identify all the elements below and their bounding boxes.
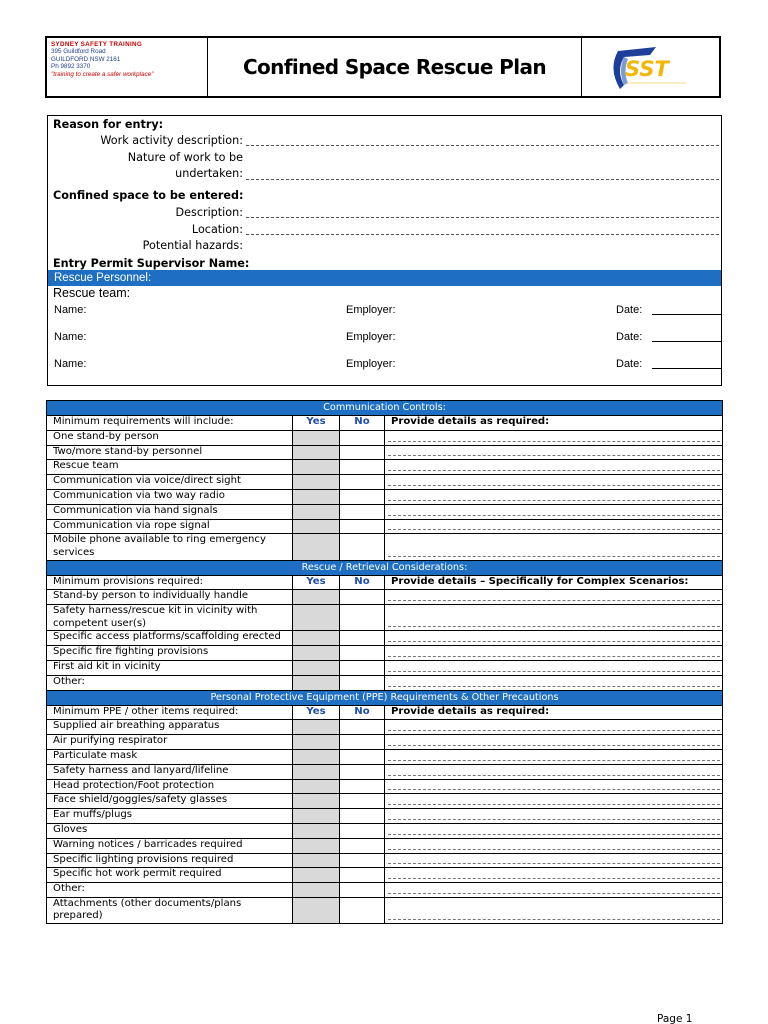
no-checkbox-cell[interactable] <box>340 646 385 661</box>
dotted-line <box>388 834 720 835</box>
yes-checkbox-cell[interactable] <box>293 534 340 560</box>
date-field[interactable] <box>652 341 722 342</box>
page-number: Page 1 <box>657 1013 693 1024</box>
no-checkbox-cell[interactable] <box>340 838 385 853</box>
section-header-row <box>47 401 723 416</box>
employer-label: Employer: <box>346 331 396 343</box>
item-label: Safety harness and lanyard/lifeline <box>47 764 293 779</box>
no-checkbox-cell[interactable] <box>340 590 385 605</box>
details-field[interactable] <box>385 853 723 868</box>
no-checkbox-cell[interactable] <box>340 445 385 460</box>
details-field[interactable] <box>385 883 723 898</box>
no-checkbox-cell[interactable] <box>340 868 385 883</box>
section-title: Personal Protective Equipment (PPE) Requirements & Other Precautions <box>47 690 723 705</box>
date-field[interactable] <box>652 368 722 369</box>
details-field[interactable] <box>385 519 723 534</box>
item-label: Specific lighting provisions required <box>47 853 293 868</box>
yes-checkbox-cell[interactable] <box>293 475 340 490</box>
details-field[interactable] <box>385 660 723 675</box>
no-checkbox-cell[interactable] <box>340 883 385 898</box>
date-field[interactable] <box>652 314 722 315</box>
details-field[interactable] <box>385 794 723 809</box>
details-field[interactable] <box>385 631 723 646</box>
table-row <box>47 720 723 735</box>
yes-checkbox-cell[interactable] <box>293 430 340 445</box>
item-label: First aid kit in vicinity <box>47 660 293 675</box>
no-checkbox-cell[interactable] <box>340 897 385 923</box>
date-label: Date: <box>616 331 643 343</box>
dotted-line <box>388 641 720 642</box>
company-info <box>47 38 208 96</box>
details-field[interactable] <box>385 646 723 661</box>
item-label: Face shield/goggles/safety glasses <box>47 794 293 809</box>
yes-checkbox-cell[interactable] <box>293 749 340 764</box>
column-header-row <box>47 705 723 720</box>
dotted-line <box>388 849 720 850</box>
item-label: Rescue team <box>47 460 293 475</box>
item-label: Particulate mask <box>47 749 293 764</box>
item-label: Supplied air breathing apparatus <box>47 720 293 735</box>
table-row <box>47 868 723 883</box>
requirements-column-header: Minimum provisions required: <box>47 575 293 590</box>
item-label: Communication via rope signal <box>47 519 293 534</box>
details-field[interactable] <box>385 475 723 490</box>
details-field[interactable] <box>385 605 723 631</box>
work-activity-field[interactable] <box>246 145 719 146</box>
yes-checkbox-cell[interactable] <box>293 779 340 794</box>
table-row <box>47 430 723 445</box>
dotted-line <box>388 775 720 776</box>
no-checkbox-cell[interactable] <box>340 749 385 764</box>
table-row <box>47 590 723 605</box>
dotted-line <box>388 556 720 557</box>
date-label: Date: <box>616 358 643 370</box>
details-field[interactable] <box>385 445 723 460</box>
details-field[interactable] <box>385 430 723 445</box>
yes-checkbox-cell[interactable] <box>293 460 340 475</box>
no-checkbox-cell[interactable] <box>340 779 385 794</box>
dotted-line <box>388 863 720 864</box>
no-checkbox-cell[interactable] <box>340 794 385 809</box>
table-row <box>47 823 723 838</box>
table-row <box>47 445 723 460</box>
dotted-line <box>388 893 720 894</box>
item-label: Warning notices / barricades required <box>47 838 293 853</box>
no-column-header: No <box>340 575 385 590</box>
controls-table <box>46 400 723 924</box>
details-field[interactable] <box>385 779 723 794</box>
details-field[interactable] <box>385 735 723 750</box>
table-row <box>47 534 723 560</box>
details-column-header: Provide details as required: <box>385 416 723 431</box>
details-field[interactable] <box>385 897 723 923</box>
no-checkbox-cell[interactable] <box>340 475 385 490</box>
table-row <box>47 519 723 534</box>
table-row <box>47 489 723 504</box>
company-name: SYDNEY SAFETY TRAINING <box>51 41 143 48</box>
no-checkbox-cell[interactable] <box>340 735 385 750</box>
dotted-line <box>388 441 720 442</box>
table-row <box>47 897 723 923</box>
details-column-header: Provide details – Specifically for Complex Scenarios: <box>385 575 723 590</box>
details-field[interactable] <box>385 838 723 853</box>
item-label: Communication via two way radio <box>47 489 293 504</box>
no-checkbox-cell[interactable] <box>340 720 385 735</box>
dotted-line <box>388 789 720 790</box>
personnel-row <box>48 304 721 320</box>
yes-checkbox-cell[interactable] <box>293 883 340 898</box>
details-field[interactable] <box>385 504 723 519</box>
name-label: Name: <box>54 331 87 343</box>
item-label: Communication via voice/direct sight <box>47 475 293 490</box>
dotted-line <box>388 626 720 627</box>
dotted-line <box>388 656 720 657</box>
yes-column-header: Yes <box>293 416 340 431</box>
no-checkbox-cell[interactable] <box>340 853 385 868</box>
yes-checkbox-cell[interactable] <box>293 853 340 868</box>
item-label: Ear muffs/plugs <box>47 809 293 824</box>
item-label: Air purifying respirator <box>47 735 293 750</box>
dotted-line <box>388 600 720 601</box>
yes-checkbox-cell[interactable] <box>293 764 340 779</box>
table-row <box>47 809 723 824</box>
location-field[interactable] <box>246 234 719 235</box>
dotted-line <box>388 671 720 672</box>
dotted-line <box>388 730 720 731</box>
item-label: Other: <box>47 883 293 898</box>
reason-for-entry-label: Reason for entry: <box>53 118 164 131</box>
name-label: Name: <box>54 304 87 316</box>
yes-checkbox-cell[interactable] <box>293 605 340 631</box>
section-title: Communication Controls: <box>47 401 723 416</box>
employer-label: Employer: <box>346 358 396 370</box>
yes-checkbox-cell[interactable] <box>293 794 340 809</box>
dotted-line <box>388 878 720 879</box>
dotted-line <box>388 819 720 820</box>
logo-text: SST <box>624 57 669 81</box>
yes-checkbox-cell[interactable] <box>293 838 340 853</box>
no-column-header: No <box>340 416 385 431</box>
entry-details-section <box>47 115 722 386</box>
no-checkbox-cell[interactable] <box>340 519 385 534</box>
requirements-column-header: Minimum requirements will include: <box>47 416 293 431</box>
table-row <box>47 838 723 853</box>
nature-of-work-label-2: undertaken: <box>175 167 243 180</box>
item-label: Specific access platforms/scaffolding erected <box>47 631 293 646</box>
section-header-row <box>47 690 723 705</box>
details-field[interactable] <box>385 764 723 779</box>
no-checkbox-cell[interactable] <box>340 605 385 631</box>
document-title: Confined Space Rescue Plan <box>208 38 582 96</box>
yes-checkbox-cell[interactable] <box>293 504 340 519</box>
nature-of-work-label-1: Nature of work to be <box>127 151 243 164</box>
location-label: Location: <box>191 223 243 236</box>
details-field[interactable] <box>385 749 723 764</box>
item-label: Mobile phone available to ring emergency services <box>47 534 293 560</box>
description-field[interactable] <box>246 217 719 218</box>
yes-checkbox-cell[interactable] <box>293 519 340 534</box>
yes-checkbox-cell[interactable] <box>293 590 340 605</box>
item-label: Stand-by person to individually handle <box>47 590 293 605</box>
table-row <box>47 646 723 661</box>
column-header-row <box>47 575 723 590</box>
table-row <box>47 631 723 646</box>
personnel-row <box>48 358 721 374</box>
no-checkbox-cell[interactable] <box>340 764 385 779</box>
yes-checkbox-cell[interactable] <box>293 720 340 735</box>
yes-checkbox-cell[interactable] <box>293 735 340 750</box>
item-label: Safety harness/rescue kit in vicinity with competent user(s) <box>47 605 293 631</box>
table-row <box>47 460 723 475</box>
yes-column-header: Yes <box>293 705 340 720</box>
table-row <box>47 660 723 675</box>
rescue-personnel-bar: Rescue Personnel: <box>48 270 721 286</box>
dotted-line <box>388 686 720 687</box>
no-checkbox-cell[interactable] <box>340 430 385 445</box>
item-label: One stand-by person <box>47 430 293 445</box>
details-field[interactable] <box>385 489 723 504</box>
no-checkbox-cell[interactable] <box>340 823 385 838</box>
dotted-line <box>388 529 720 530</box>
table-row <box>47 675 723 690</box>
details-field[interactable] <box>385 590 723 605</box>
item-label: Attachments (other documents/plans prepared) <box>47 897 293 923</box>
yes-checkbox-cell[interactable] <box>293 646 340 661</box>
logo-cell <box>582 38 719 96</box>
dotted-line <box>388 455 720 456</box>
section-title: Rescue / Retrieval Considerations: <box>47 560 723 575</box>
company-address-2: GUILDFORD NSW 2161 <box>51 55 121 63</box>
yes-checkbox-cell[interactable] <box>293 897 340 923</box>
company-address-1: 395 Guildford Road <box>51 48 106 56</box>
item-label: Head protection/Foot protection <box>47 779 293 794</box>
description-label: Description: <box>175 206 243 219</box>
details-field[interactable] <box>385 460 723 475</box>
dotted-line <box>388 515 720 516</box>
rescue-team-label: Rescue team: <box>53 286 131 300</box>
table-row <box>47 779 723 794</box>
no-checkbox-cell[interactable] <box>340 631 385 646</box>
yes-checkbox-cell[interactable] <box>293 660 340 675</box>
table-row <box>47 764 723 779</box>
table-row <box>47 605 723 631</box>
yes-checkbox-cell[interactable] <box>293 489 340 504</box>
details-field[interactable] <box>385 534 723 560</box>
item-label: Gloves <box>47 823 293 838</box>
dotted-line <box>388 745 720 746</box>
personnel-row <box>48 331 721 347</box>
item-label: Two/more stand-by personnel <box>47 445 293 460</box>
no-checkbox-cell[interactable] <box>340 534 385 560</box>
table-row <box>47 883 723 898</box>
no-checkbox-cell[interactable] <box>340 660 385 675</box>
yes-checkbox-cell[interactable] <box>293 445 340 460</box>
yes-checkbox-cell[interactable] <box>293 809 340 824</box>
employer-label: Employer: <box>346 304 396 316</box>
table-row <box>47 735 723 750</box>
dotted-line <box>388 500 720 501</box>
details-field[interactable] <box>385 868 723 883</box>
no-checkbox-cell[interactable] <box>340 809 385 824</box>
no-checkbox-cell[interactable] <box>340 504 385 519</box>
work-activity-label: Work activity description: <box>100 134 243 147</box>
document-header <box>45 36 721 98</box>
nature-of-work-field[interactable] <box>246 179 719 180</box>
table-row <box>47 853 723 868</box>
item-label: Other: <box>47 675 293 690</box>
dotted-line <box>388 470 720 471</box>
no-checkbox-cell[interactable] <box>340 489 385 504</box>
item-label: Specific fire fighting provisions <box>47 646 293 661</box>
table-row <box>47 475 723 490</box>
yes-column-header: Yes <box>293 575 340 590</box>
sst-logo-icon <box>610 43 692 91</box>
yes-checkbox-cell[interactable] <box>293 631 340 646</box>
company-tagline: "training to create a safer workplace" <box>51 70 154 78</box>
company-phone: Ph 9892 3370 <box>51 63 91 71</box>
date-label: Date: <box>616 304 643 316</box>
details-field[interactable] <box>385 720 723 735</box>
supervisor-name-label: Entry Permit Supervisor Name: <box>53 257 250 270</box>
name-label: Name: <box>54 358 87 370</box>
column-header-row <box>47 416 723 431</box>
dotted-line <box>388 804 720 805</box>
details-field[interactable] <box>385 675 723 690</box>
dotted-line <box>388 919 720 920</box>
table-row <box>47 749 723 764</box>
no-checkbox-cell[interactable] <box>340 460 385 475</box>
requirements-column-header: Minimum PPE / other items required: <box>47 705 293 720</box>
details-field[interactable] <box>385 809 723 824</box>
item-label: Specific hot work permit required <box>47 868 293 883</box>
section-header-row <box>47 560 723 575</box>
confined-space-label: Confined space to be entered: <box>53 189 244 202</box>
dotted-line <box>388 485 720 486</box>
yes-checkbox-cell[interactable] <box>293 823 340 838</box>
yes-checkbox-cell[interactable] <box>293 868 340 883</box>
details-field[interactable] <box>385 823 723 838</box>
details-column-header: Provide details as required: <box>385 705 723 720</box>
item-label: Communication via hand signals <box>47 504 293 519</box>
potential-hazards-label: Potential hazards: <box>142 239 243 252</box>
table-row <box>47 504 723 519</box>
dotted-line <box>388 760 720 761</box>
table-row <box>47 794 723 809</box>
yes-checkbox-cell[interactable] <box>293 675 340 690</box>
no-column-header: No <box>340 705 385 720</box>
no-checkbox-cell[interactable] <box>340 675 385 690</box>
